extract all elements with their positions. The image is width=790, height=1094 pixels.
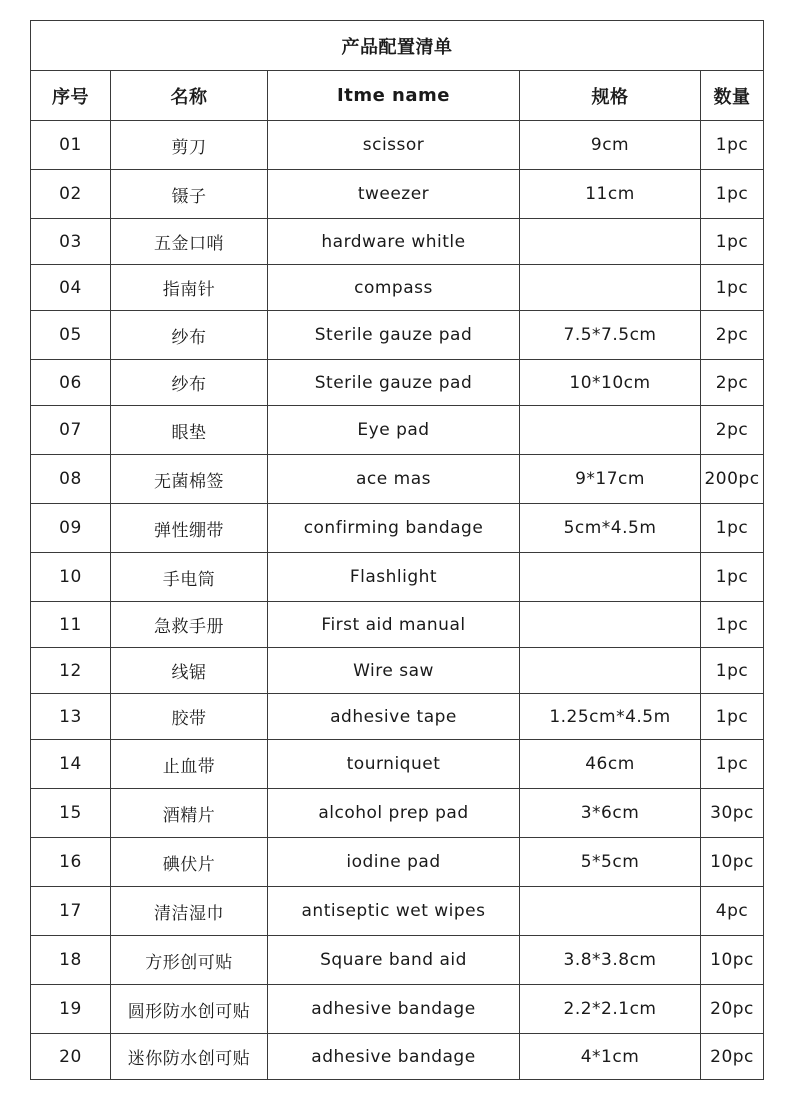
item-quantity: 20pc (701, 985, 764, 1034)
row-number: 05 (31, 311, 111, 360)
item-english-name: compass (268, 265, 520, 311)
item-english-name: adhesive bandage (268, 985, 520, 1034)
table-row (31, 1034, 764, 1080)
item-chinese-name: 胶带 (111, 694, 268, 740)
item-quantity: 200pc (701, 455, 764, 504)
item-english-name: Sterile gauze pad (268, 360, 520, 406)
row-number: 13 (31, 694, 111, 740)
header-quantity: 数量 (701, 71, 764, 121)
table-row (31, 602, 764, 648)
header-item-name: Itme name (268, 71, 520, 121)
row-number: 02 (31, 170, 111, 219)
table-row (31, 694, 764, 740)
table-row (31, 455, 764, 504)
item-chinese-name: 五金口哨 (111, 219, 268, 265)
item-quantity: 1pc (701, 504, 764, 553)
table-row (31, 170, 764, 219)
row-number: 15 (31, 789, 111, 838)
item-spec: 5*5cm (520, 838, 701, 887)
item-chinese-name: 碘伏片 (111, 838, 268, 887)
header-chinese-name: 名称 (111, 71, 268, 121)
table-row (31, 121, 764, 170)
item-chinese-name: 手电筒 (111, 553, 268, 602)
item-spec: 9cm (520, 121, 701, 170)
item-quantity: 30pc (701, 789, 764, 838)
header-number: 序号 (31, 71, 111, 121)
item-spec: 4*1cm (520, 1034, 701, 1080)
item-chinese-name: 剪刀 (111, 121, 268, 170)
row-number: 07 (31, 406, 111, 455)
item-chinese-name: 无菌棉签 (111, 455, 268, 504)
item-english-name: scissor (268, 121, 520, 170)
row-number: 19 (31, 985, 111, 1034)
item-quantity: 10pc (701, 936, 764, 985)
row-number: 14 (31, 740, 111, 789)
item-spec (520, 406, 701, 455)
item-english-name: tourniquet (268, 740, 520, 789)
item-spec: 10*10cm (520, 360, 701, 406)
item-quantity: 1pc (701, 219, 764, 265)
table-title: 产品配置清单 (31, 21, 764, 71)
row-number: 12 (31, 648, 111, 694)
item-quantity: 1pc (701, 740, 764, 789)
item-quantity: 1pc (701, 265, 764, 311)
table-row (31, 985, 764, 1034)
item-quantity: 1pc (701, 648, 764, 694)
item-quantity: 20pc (701, 1034, 764, 1080)
item-quantity: 2pc (701, 406, 764, 455)
row-number: 16 (31, 838, 111, 887)
row-number: 11 (31, 602, 111, 648)
item-spec (520, 553, 701, 602)
item-chinese-name: 圆形防水创可贴 (111, 985, 268, 1034)
product-configuration-table (30, 20, 764, 1080)
row-number: 04 (31, 265, 111, 311)
item-english-name: First aid manual (268, 602, 520, 648)
item-english-name: adhesive tape (268, 694, 520, 740)
item-spec: 9*17cm (520, 455, 701, 504)
item-spec: 3.8*3.8cm (520, 936, 701, 985)
header-specification: 规格 (520, 71, 701, 121)
table-row (31, 838, 764, 887)
item-quantity: 10pc (701, 838, 764, 887)
item-chinese-name: 清洁湿巾 (111, 887, 268, 936)
item-quantity: 1pc (701, 121, 764, 170)
item-chinese-name: 纱布 (111, 360, 268, 406)
item-quantity: 1pc (701, 694, 764, 740)
item-spec: 46cm (520, 740, 701, 789)
item-chinese-name: 止血带 (111, 740, 268, 789)
item-spec (520, 648, 701, 694)
table-row (31, 789, 764, 838)
table-row (31, 553, 764, 602)
item-spec (520, 265, 701, 311)
item-quantity: 2pc (701, 360, 764, 406)
item-spec (520, 602, 701, 648)
item-chinese-name: 指南针 (111, 265, 268, 311)
table-row (31, 360, 764, 406)
item-english-name: hardware whitle (268, 219, 520, 265)
item-spec (520, 219, 701, 265)
product-list-sheet (30, 20, 763, 1080)
item-english-name: confirming bandage (268, 504, 520, 553)
item-spec: 3*6cm (520, 789, 701, 838)
row-number: 06 (31, 360, 111, 406)
row-number: 03 (31, 219, 111, 265)
item-quantity: 4pc (701, 887, 764, 936)
item-spec: 1.25cm*4.5m (520, 694, 701, 740)
item-quantity: 1pc (701, 602, 764, 648)
row-number: 10 (31, 553, 111, 602)
item-english-name: Square band aid (268, 936, 520, 985)
row-number: 20 (31, 1034, 111, 1080)
item-chinese-name: 迷你防水创可贴 (111, 1034, 268, 1080)
item-spec: 7.5*7.5cm (520, 311, 701, 360)
item-chinese-name: 线锯 (111, 648, 268, 694)
item-english-name: iodine pad (268, 838, 520, 887)
item-english-name: Eye pad (268, 406, 520, 455)
header-row (31, 71, 764, 121)
item-spec: 11cm (520, 170, 701, 219)
item-chinese-name: 方形创可贴 (111, 936, 268, 985)
row-number: 01 (31, 121, 111, 170)
table-row (31, 936, 764, 985)
item-quantity: 2pc (701, 311, 764, 360)
item-chinese-name: 弹性绷带 (111, 504, 268, 553)
table-row (31, 740, 764, 789)
title-row (31, 21, 764, 71)
table-row (31, 406, 764, 455)
table-row (31, 887, 764, 936)
item-english-name: alcohol prep pad (268, 789, 520, 838)
item-english-name: adhesive bandage (268, 1034, 520, 1080)
item-chinese-name: 急救手册 (111, 602, 268, 648)
item-chinese-name: 眼垫 (111, 406, 268, 455)
item-chinese-name: 酒精片 (111, 789, 268, 838)
table-row (31, 311, 764, 360)
item-english-name: tweezer (268, 170, 520, 219)
item-quantity: 1pc (701, 553, 764, 602)
item-english-name: ace mas (268, 455, 520, 504)
table-row (31, 648, 764, 694)
item-english-name: Flashlight (268, 553, 520, 602)
item-english-name: antiseptic wet wipes (268, 887, 520, 936)
row-number: 17 (31, 887, 111, 936)
table-row (31, 504, 764, 553)
item-spec: 2.2*2.1cm (520, 985, 701, 1034)
item-chinese-name: 镊子 (111, 170, 268, 219)
item-english-name: Wire saw (268, 648, 520, 694)
item-spec: 5cm*4.5m (520, 504, 701, 553)
item-english-name: Sterile gauze pad (268, 311, 520, 360)
item-spec (520, 887, 701, 936)
item-quantity: 1pc (701, 170, 764, 219)
table-row (31, 219, 764, 265)
row-number: 09 (31, 504, 111, 553)
row-number: 08 (31, 455, 111, 504)
item-chinese-name: 纱布 (111, 311, 268, 360)
table-row (31, 265, 764, 311)
row-number: 18 (31, 936, 111, 985)
